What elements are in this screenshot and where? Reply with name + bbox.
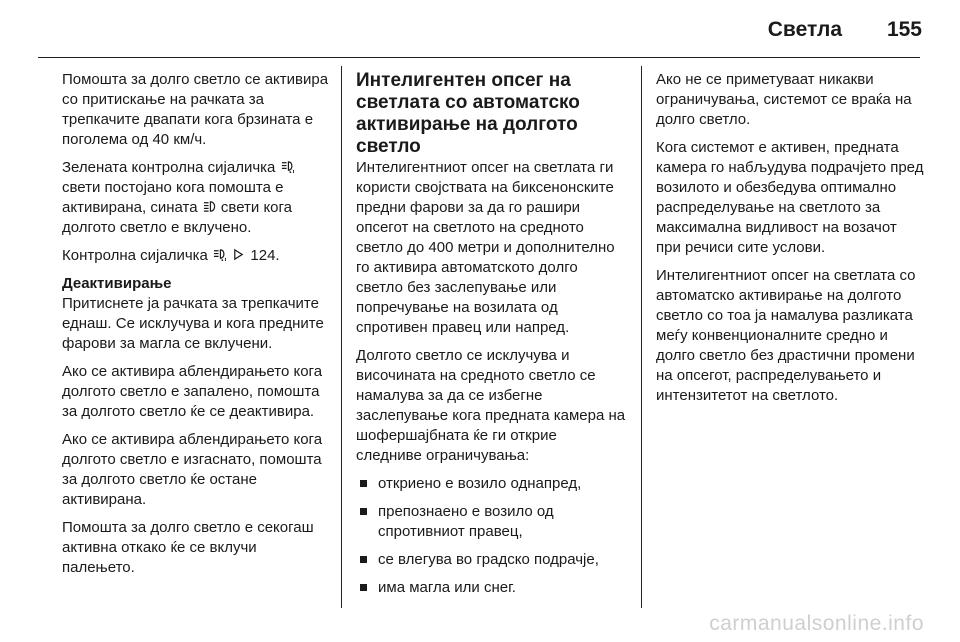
paragraph: Притиснете ја рачката за трепкачите еднаш. Се исклучува и кога предните фарови за магла се вклучени.: [62, 295, 324, 352]
paragraph: [62, 246, 330, 266]
column-divider-2: [641, 66, 642, 608]
section-heading-intelligent-light: Интелигентен опсег на светлата со автоматско активирање на долгото светло: [356, 70, 580, 157]
text: Контролна сијаличка: [62, 247, 208, 264]
list-item: откриено е возило однапред,: [356, 474, 626, 494]
paragraph: Помошта за долго светло се активира со притискање на рачката за трепкачите двапати кога брзината е поголема од 40 км/ч.: [62, 71, 329, 148]
paragraph: Помошта за долго светло е секогаш активна откако ќе се вклучи палењето.: [62, 519, 314, 576]
page-number: 155: [886, 18, 922, 41]
paragraph: Кога системот е активен, предната камера го набљудува подрачјето пред возилото и обезбедува оптимално распределување на светлото за максимална видливост на возачот при речиси сите услови.: [656, 139, 924, 256]
high-beam-icon: [203, 200, 216, 213]
paragraph: Интелигентниот опсег на светлата ги користи својствата на биксенонските предни фарови за да го рашири опсегот на светлото на средното светло до 400 метри и дополнително го активира автоматското долго светло без заслепување или попречување на возилата од спротивен правец или напред.: [356, 159, 615, 336]
paragraph: Ако се активира аблендирањето кога долгото светло е изгаснато, помошта за долгото светло ќе остане активирана.: [62, 431, 323, 508]
paragraph: Ако не се приметуваат никакви ограничувања, системот се враќа на долго светло.: [656, 71, 912, 128]
section-heading-deactivation: Деактивирање: [62, 275, 172, 292]
text: свети постојано кога помошта е активирана, сината: [62, 179, 284, 216]
conditions-list: [356, 474, 626, 598]
paragraph: Долгото светло се исклучува и височината на средното светло се намалува за да се избегне заслепување кога предната камера на шофершајбната ќе ги открие следниве ограничувања:: [356, 347, 626, 464]
paragraph: Интелигентниот опсег на светлата со автоматско активирање на долгото светло со тоа ја намалува разликата меѓу конвенционалните средно и долго светло без драстични промени на опсегот, распределувањето и интензитетот на светлото.: [656, 267, 916, 404]
paragraph: Ако се активира аблендирањето кога долгото светло е запалено, помошта за долгото светло ќе се деактивира.: [62, 363, 323, 420]
text: Зелената контролна сијаличка: [62, 159, 276, 176]
column-1: [62, 70, 330, 586]
page-header: [0, 0, 960, 58]
column-divider-1: [341, 66, 342, 608]
list-item: препознаено е возило од спротивниот правец,: [356, 502, 626, 542]
page-reference: 124.: [250, 247, 280, 264]
list-item: има магла или снег.: [356, 578, 626, 598]
high-beam-assist-icon: [213, 248, 226, 261]
high-beam-assist-icon: [281, 160, 294, 173]
header-rule: [38, 57, 920, 58]
column-2: [356, 70, 626, 606]
list-item: се влегува во градско подрачје,: [356, 550, 626, 570]
paragraph: [62, 158, 330, 238]
text: свети кога долгото светло е вклучено.: [62, 199, 293, 236]
page-reference-icon: [232, 248, 245, 261]
page-title: Светла: [767, 18, 842, 41]
watermark: carmanualsonline.info: [709, 612, 924, 635]
column-3: [656, 70, 924, 414]
